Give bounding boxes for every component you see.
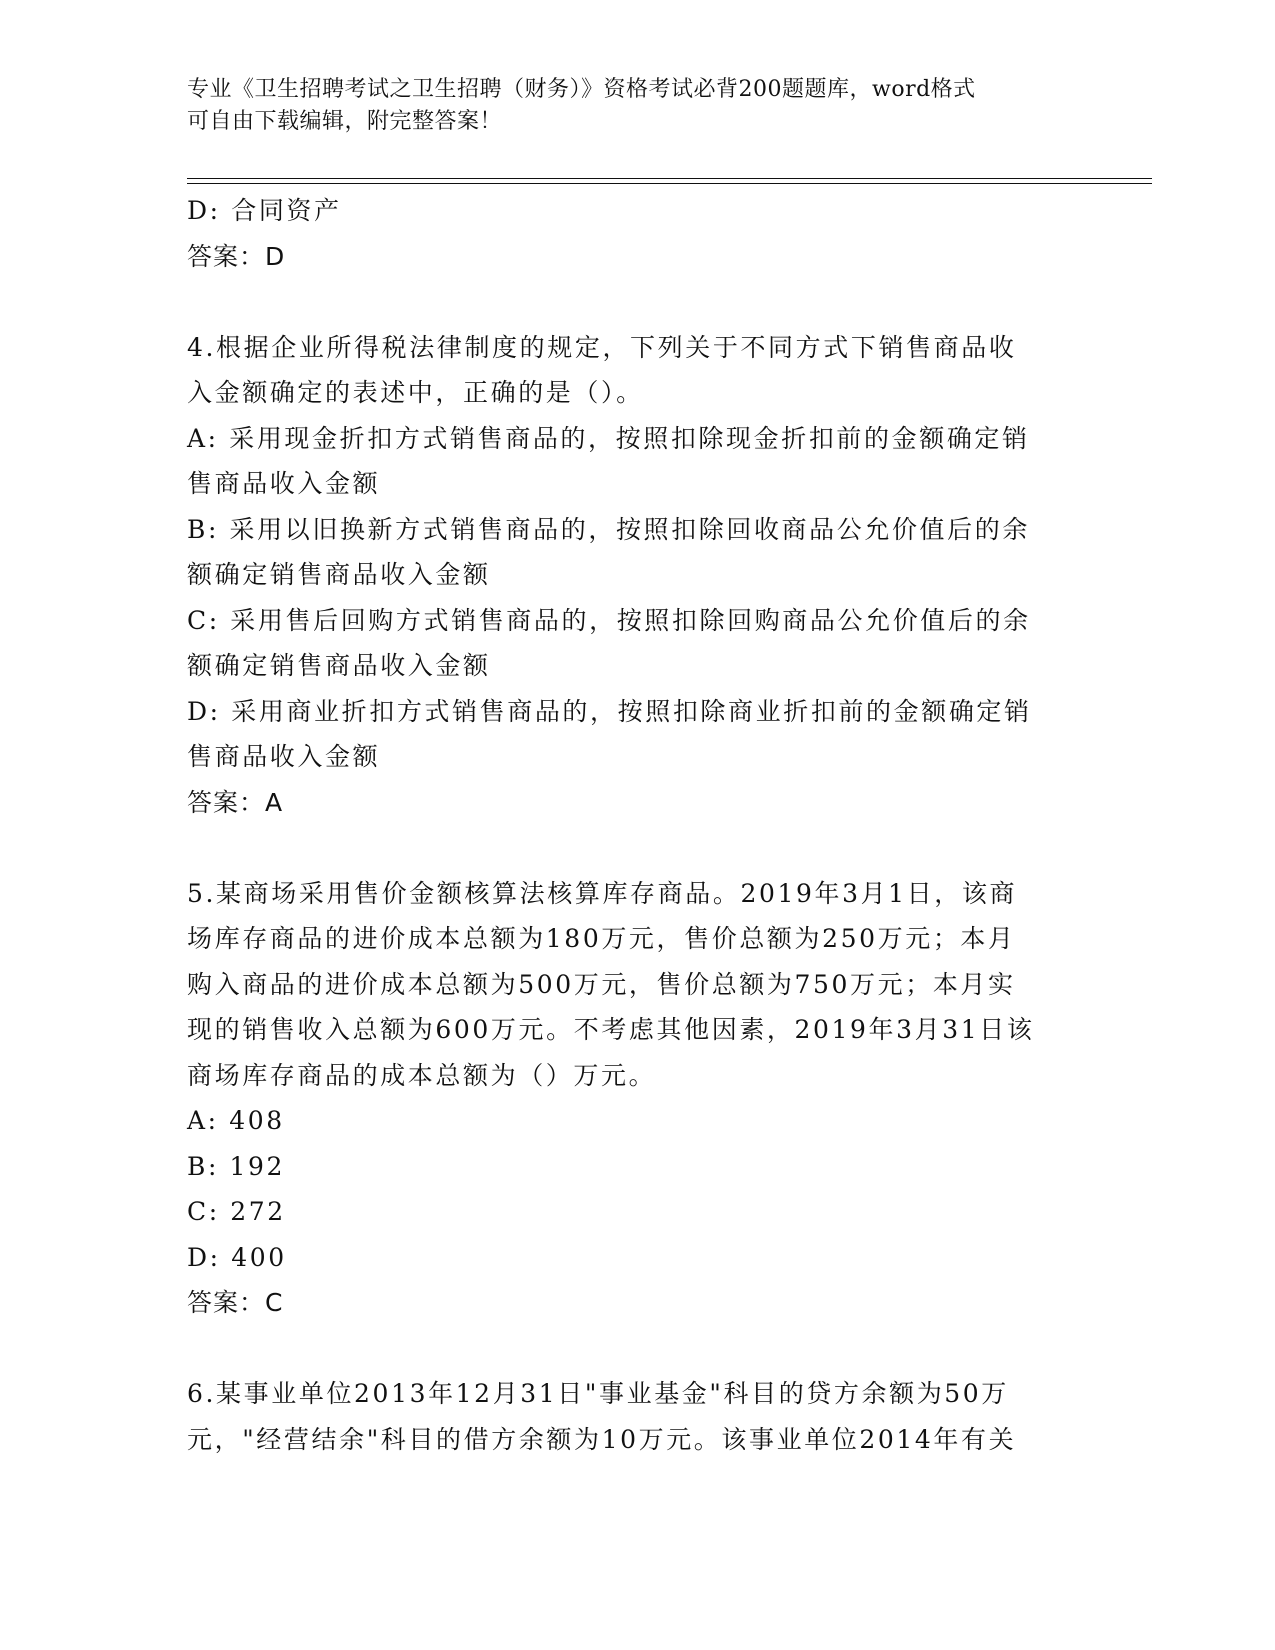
spacer: [187, 825, 1087, 871]
q3-option-d: D: 合同资产: [187, 196, 342, 225]
q5-option-d: D: 400: [187, 1242, 287, 1272]
q5-option-b: B: 192: [187, 1151, 286, 1181]
header-divider-bottom: [187, 183, 1152, 184]
q4-stem-line-1: 4.根据企业所得税法律制度的规定，下列关于不同方式下销售商品收: [187, 332, 1017, 362]
spacer: [187, 1326, 1087, 1372]
question-content: [187, 188, 1087, 1462]
header-divider-top: [187, 178, 1152, 179]
q4-option-d-line-2: 售商品收入金额: [187, 742, 381, 771]
q5-option-c: C: 272: [187, 1197, 286, 1226]
q5-stem-line-4: 现的销售收入总额为600万元。不考虑其他因素，2019年3月31日该: [187, 1015, 1035, 1044]
q5-stem-line-1: 5.某商场采用售价金额核算法核算库存商品。2019年3月1日，该商: [187, 878, 1018, 908]
q5-answer: 答案：C: [187, 1288, 284, 1317]
q6-stem-line-2: 元，"经营结余"科目的借方余额为10万元。该事业单位2014年有关: [187, 1424, 1017, 1454]
spacer: [187, 279, 1087, 325]
q4-option-c-line-1: C: 采用售后回购方式销售商品的，按照扣除回购商品公允价值后的余: [187, 605, 1031, 635]
q4-answer: 答案：A: [187, 787, 284, 817]
q5-stem-line-2: 场库存商品的进价成本总额为180万元，售价总额为250万元；本月: [187, 924, 1016, 953]
q4-option-b-line-2: 额确定销售商品收入金额: [187, 560, 491, 589]
document-header: [187, 74, 1087, 138]
q6-stem-line-1: 6.某事业单位2013年12月31日"事业基金"科目的贷方余额为50万: [187, 1379, 1009, 1408]
q4-option-d-line-1: D: 采用商业折扣方式销售商品的，按照扣除商业折扣前的金额确定销: [187, 696, 1032, 726]
q5-option-a: A: 408: [187, 1106, 285, 1135]
q3-answer: 答案：D: [187, 241, 286, 271]
q4-option-c-line-2: 额确定销售商品收入金额: [187, 651, 491, 680]
header-title-line-2: 可自由下载编辑，附完整答案！: [187, 109, 503, 134]
q4-stem-line-2: 入金额确定的表述中，正确的是（）。: [187, 378, 644, 407]
q4-option-a-line-1: A: 采用现金折扣方式销售商品的，按照扣除现金折扣前的金额确定销: [187, 423, 1030, 453]
q5-stem-line-5: 商场库存商品的成本总额为（）万元。: [187, 1060, 657, 1090]
header-title-line-1: 专业《卫生招聘考试之卫生招聘（财务）》资格考试必背200题题库，word格式: [187, 77, 976, 102]
q4-option-b-line-1: B: 采用以旧换新方式销售商品的，按照扣除回收商品公允价值后的余: [187, 514, 1030, 544]
q4-option-a-line-2: 售商品收入金额: [187, 469, 381, 498]
q5-stem-line-3: 购入商品的进价成本总额为500万元，售价总额为750万元；本月实: [187, 969, 1016, 999]
